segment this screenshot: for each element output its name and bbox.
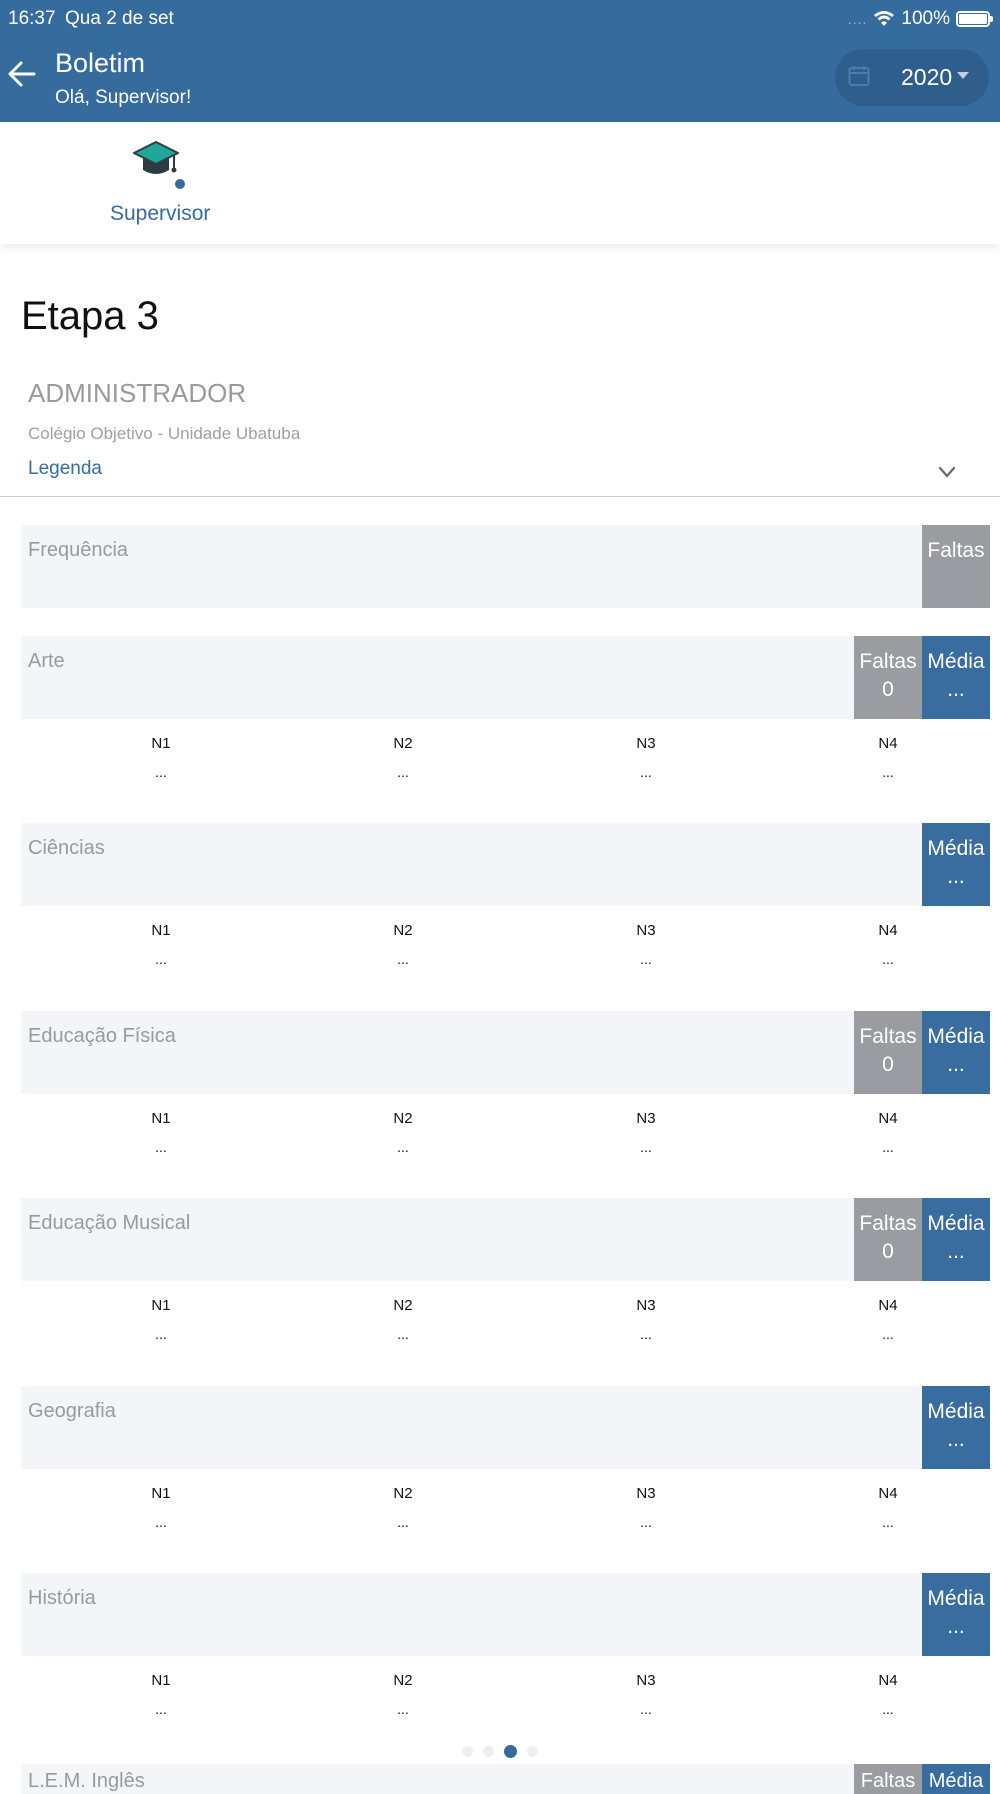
grade-n2 [363,1485,443,1530]
grade-label: N2 [393,1485,413,1502]
status-bar [8,6,990,32]
faltas-cell [854,636,922,719]
frequency-label: Frequência [28,539,129,561]
grade-value: ... [882,1514,894,1530]
page-indicator[interactable] [462,1746,538,1758]
subject-row-ciencias[interactable] [21,823,990,906]
media-cell: Média [922,1764,990,1794]
grade-value: ... [640,951,652,967]
subject-name: História [28,1587,96,1609]
grade-n4 [848,1297,928,1342]
grade-value: ... [397,951,409,967]
subject-name: Geografia [28,1400,116,1422]
grade-n1 [121,922,201,967]
graduation-cap-icon [132,140,180,182]
grade-n4 [848,922,928,967]
school-name: Colégio Objetivo - Unidade Ubatuba [28,424,301,443]
grade-n3 [606,735,686,780]
grades-row [21,922,990,992]
page-title: Boletim [55,48,146,78]
grade-label: N3 [636,1485,656,1502]
frequency-faltas-header [922,525,990,608]
stage-title: Etapa 3 [21,294,159,338]
grades-row [21,1485,990,1555]
grade-n4 [848,1672,928,1717]
chevron-down-icon[interactable] [938,465,956,479]
grade-value: ... [397,1514,409,1530]
grade-n2 [363,922,443,967]
media-cell [922,1573,990,1656]
faltas-value: 0 [882,678,894,701]
grade-value: ... [155,1514,167,1530]
grade-n4 [848,735,928,780]
back-arrow-icon[interactable] [6,58,38,90]
dropdown-caret-icon [957,72,969,79]
grade-n1 [121,1297,201,1342]
signal-icon: .... [847,11,868,27]
subject-row-historia[interactable] [21,1573,990,1656]
media-cell [922,1011,990,1094]
grade-value: ... [882,1326,894,1342]
year-value: 2020 [901,64,953,90]
status-right [848,8,990,30]
media-cell [922,823,990,906]
grade-n1 [121,1110,201,1155]
grade-label: N2 [393,735,413,752]
grade-n3 [606,1297,686,1342]
battery-percent: 100% [901,8,950,29]
greeting: Olá, Supervisor! [55,87,192,108]
grade-label: N1 [151,1297,171,1314]
grade-n1 [121,735,201,780]
grade-n4 [848,1485,928,1530]
grade-n2 [363,1110,443,1155]
grade-value: ... [640,1326,652,1342]
status-time: 16:37 [8,8,56,29]
faltas-value: 0 [882,1240,894,1263]
media-label: Média [927,650,985,673]
media-label: Média [927,1400,985,1423]
subject-name: Educação Física [28,1025,176,1047]
faltas-label: Faltas [859,650,917,673]
grade-value: ... [397,764,409,780]
grade-label: N2 [393,1110,413,1127]
grade-value: ... [882,1701,894,1717]
grade-n4 [848,1110,928,1155]
grade-label: N4 [878,735,898,752]
page-dot[interactable] [527,1746,538,1757]
grade-label: N4 [878,1110,898,1127]
grade-value: ... [882,1139,894,1155]
media-label: Média [927,1587,985,1610]
media-label: Média [927,1212,985,1235]
grade-label: N4 [878,922,898,939]
faltas-cell [854,1011,922,1094]
status-date: Qua 2 de set [65,8,174,29]
verified-check-icon [174,178,186,190]
grade-value: ... [882,764,894,780]
media-value: ... [947,1428,965,1451]
faltas-cell [854,1198,922,1281]
profile-name: Supervisor [110,202,211,225]
media-value: ... [947,678,965,701]
grade-value: ... [397,1326,409,1342]
grade-n1 [121,1672,201,1717]
grade-value: ... [155,1326,167,1342]
media-label: Média [927,1025,985,1048]
grade-value: ... [155,1139,167,1155]
grade-n3 [606,1110,686,1155]
wifi-icon [873,10,895,28]
subject-name: Arte [28,650,65,672]
media-cell [922,1386,990,1469]
grades-row [21,1297,990,1367]
grade-value: ... [640,1701,652,1717]
grade-value: ... [155,1701,167,1717]
profile-supervisor[interactable] [110,140,211,226]
subject-row-geografia[interactable] [21,1386,990,1469]
grade-n1 [121,1485,201,1530]
grade-label: N2 [393,1297,413,1314]
faltas-label: Faltas [859,1025,917,1048]
grade-value: ... [155,951,167,967]
grades-row [21,735,990,805]
media-value: ... [947,1615,965,1638]
subject-row-educacao-fisica[interactable] [21,1011,990,1094]
grade-label: N3 [636,1672,656,1689]
page-dot[interactable] [483,1746,494,1757]
calendar-icon [848,65,870,87]
grade-n3 [606,1485,686,1530]
media-value: ... [947,1053,965,1076]
grade-value: ... [155,764,167,780]
subject-name: Educação Musical [28,1212,191,1234]
media-cell [922,636,990,719]
frequency-row [21,525,990,608]
subject-name: L.E.M. Inglês [28,1770,145,1792]
media-value: ... [947,1240,965,1263]
grade-label: N3 [636,1110,656,1127]
page-dot[interactable] [462,1746,473,1757]
grades-row [21,1672,990,1742]
grade-label: N3 [636,922,656,939]
grade-n2 [363,1297,443,1342]
grade-value: ... [882,951,894,967]
year-selector[interactable] [835,49,989,106]
faltas-value: 0 [882,1053,894,1076]
grade-n3 [606,922,686,967]
student-name: ADMINISTRADOR [28,378,247,408]
profile-bar [0,122,1000,244]
battery-fill [959,14,987,24]
grade-label: N4 [878,1672,898,1689]
grade-label: N3 [636,1297,656,1314]
grade-value: ... [640,1139,652,1155]
subject-row-arte[interactable] [21,636,990,719]
subject-row-educacao-musical[interactable] [21,1198,990,1281]
media-cell [922,1198,990,1281]
grade-label: N3 [636,735,656,752]
battery-icon [956,11,990,27]
faltas-label: Faltas [859,1212,917,1235]
grades-row [21,1110,990,1180]
legend-link[interactable]: Legenda [28,458,102,479]
grade-value: ... [397,1139,409,1155]
grade-label: N1 [151,1110,171,1127]
grade-label: N1 [151,1672,171,1689]
grade-n2 [363,1672,443,1717]
divider [0,496,1000,497]
grade-label: N1 [151,735,171,752]
faltas-label: Faltas [927,539,985,562]
grade-label: N1 [151,1485,171,1502]
grade-value: ... [397,1701,409,1717]
faltas-cell: Faltas [854,1764,922,1794]
grade-value: ... [640,1514,652,1530]
media-label: Média [927,837,985,860]
grade-n2 [363,735,443,780]
media-value: ... [947,865,965,888]
grade-label: N2 [393,922,413,939]
grade-value: ... [640,764,652,780]
app-header [0,0,1000,122]
grade-label: N4 [878,1485,898,1502]
subject-name: Ciências [28,837,105,859]
page-dot[interactable] [504,1745,517,1758]
grade-label: N4 [878,1297,898,1314]
subject-row-lem-ingles[interactable] [21,1764,990,1794]
grade-n3 [606,1672,686,1717]
grade-label: N1 [151,922,171,939]
grade-label: N2 [393,1672,413,1689]
